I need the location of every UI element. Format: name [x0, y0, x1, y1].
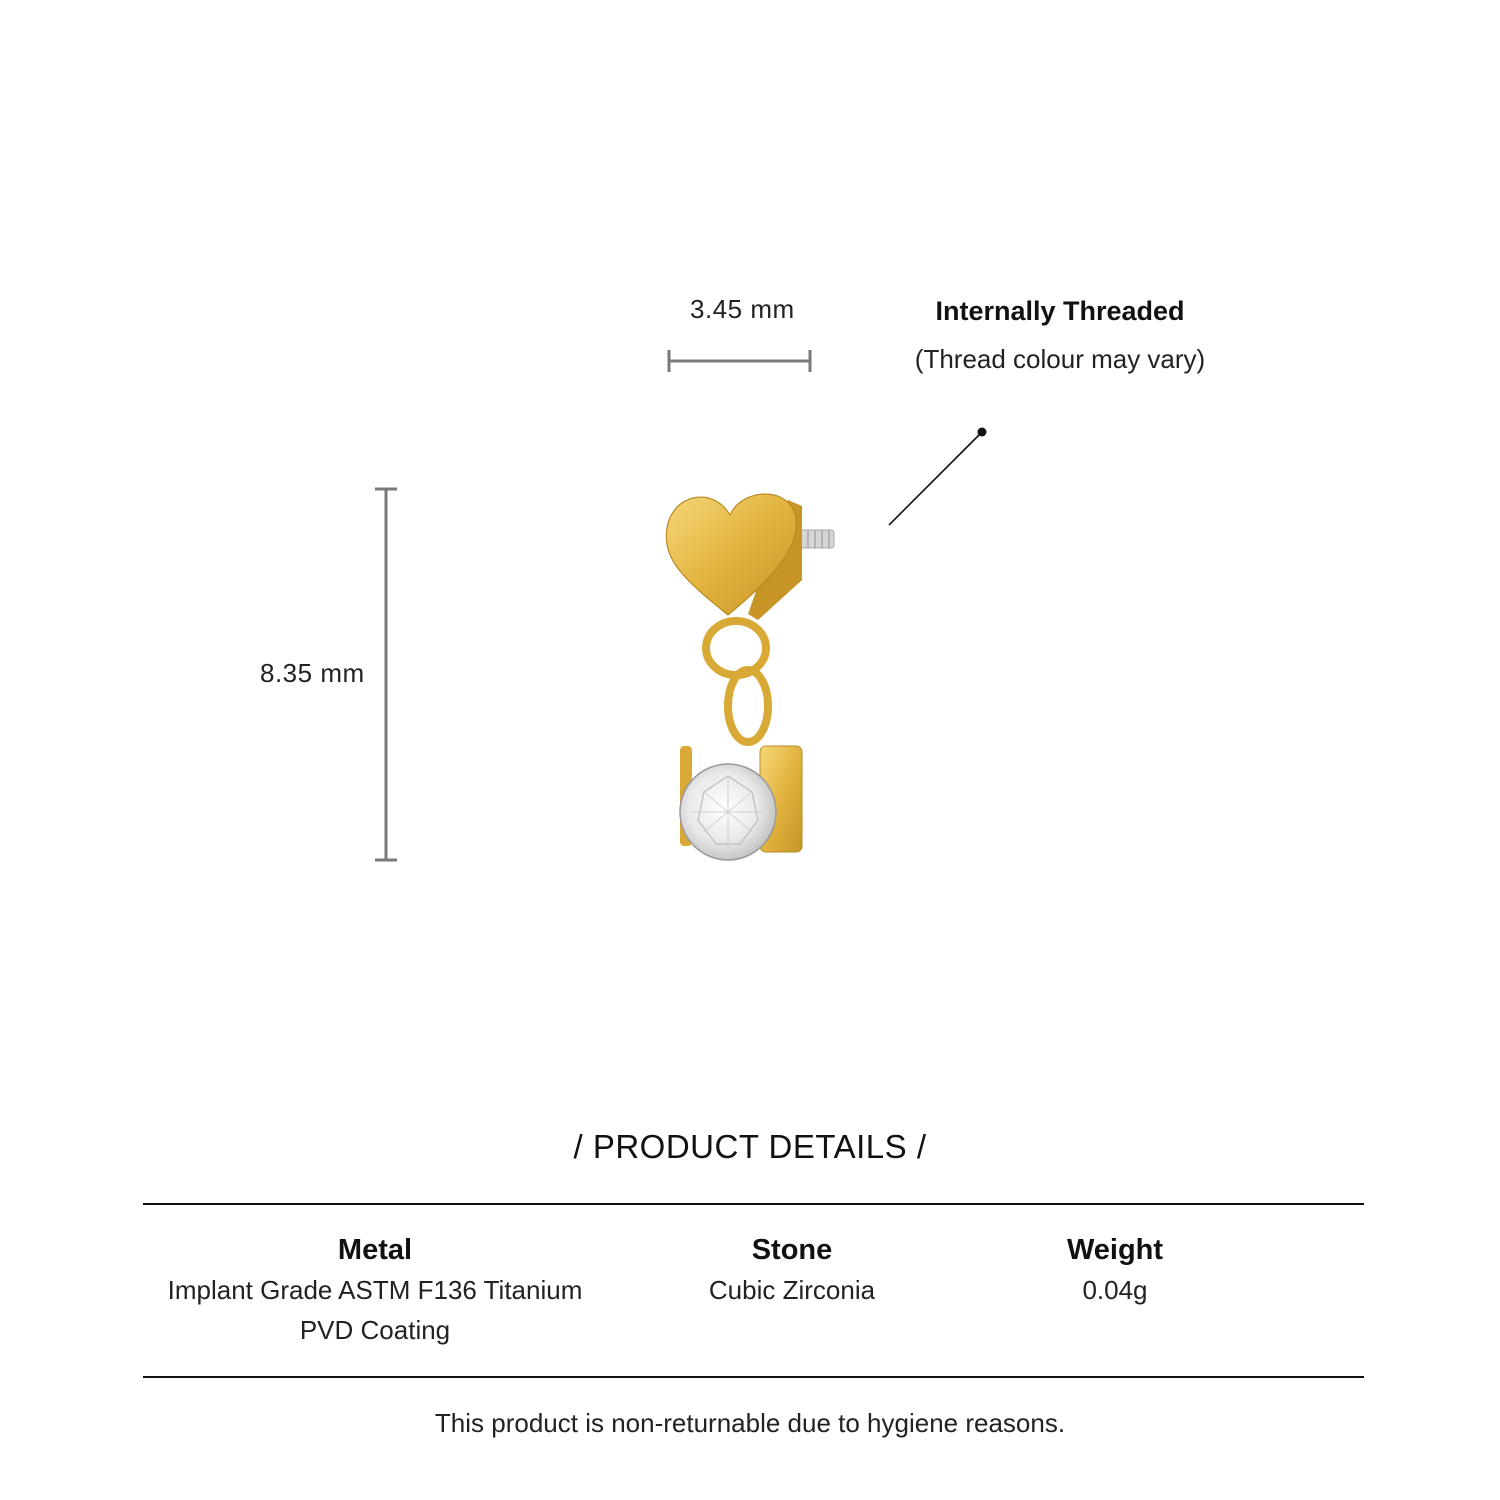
thread-note-subtitle: (Thread colour may vary) — [914, 344, 1206, 374]
metal-line-2: PVD Coating — [299, 1315, 451, 1345]
threaded-pin-icon — [800, 530, 834, 548]
thread-note-title: Internally Threaded — [935, 296, 1185, 326]
product-illustration — [640, 470, 860, 880]
metal-heading: Metal — [337, 1234, 413, 1266]
stone-column — [592, 1230, 992, 1310]
thread-callout-pointer — [880, 420, 992, 532]
stone-heading: Stone — [751, 1234, 833, 1266]
width-dimension-label: 3.45 mm — [690, 294, 795, 324]
details-bottom-divider — [143, 1376, 1364, 1378]
hygiene-footnote: This product is non-returnable due to hygiene reasons. — [434, 1408, 1066, 1438]
cubic-zirconia-stone-icon — [680, 764, 776, 860]
height-dimension-label: 8.35 mm — [260, 658, 365, 688]
height-dimension-bar — [372, 484, 402, 866]
metal-line-1: Implant Grade ASTM F136 Titanium — [167, 1275, 583, 1305]
jump-ring-upper-icon — [706, 621, 766, 675]
weight-column — [965, 1230, 1265, 1310]
weight-line-1: 0.04g — [1082, 1275, 1148, 1305]
stone-line-1: Cubic Zirconia — [708, 1275, 876, 1305]
width-dimension-bar — [664, 346, 816, 376]
jump-ring-lower-icon — [728, 670, 768, 742]
product-details-title: / PRODUCT DETAILS / — [573, 1128, 927, 1165]
metal-column — [125, 1230, 625, 1350]
details-top-divider — [143, 1203, 1364, 1205]
weight-heading: Weight — [1066, 1234, 1164, 1266]
